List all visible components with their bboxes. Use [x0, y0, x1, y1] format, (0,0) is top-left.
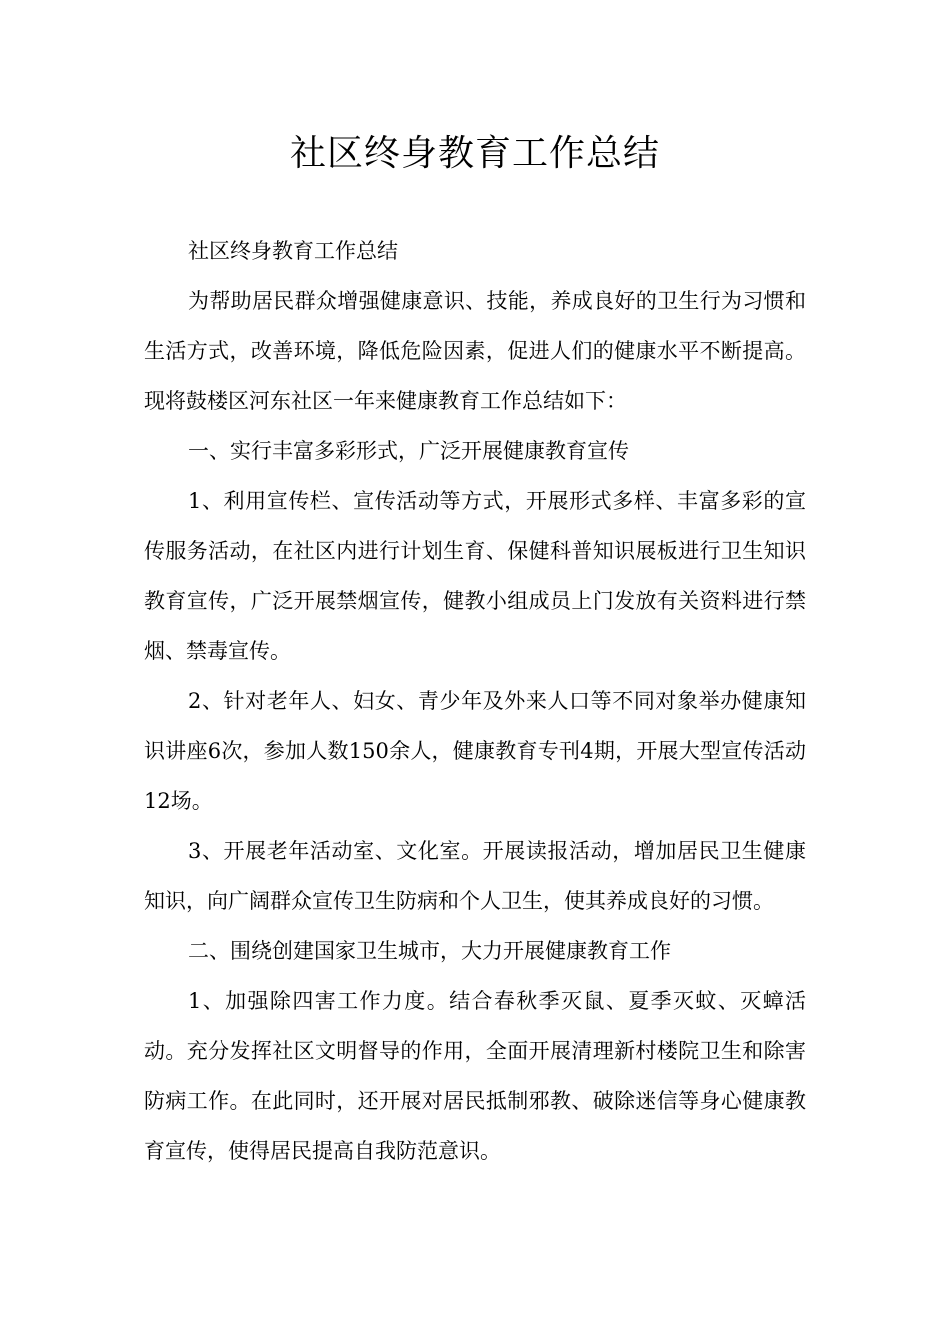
- section-heading-1: 一、实行丰富多彩形式，广泛开展健康教育宣传: [188, 439, 629, 463]
- paragraph-1-2: 2、针对老年人、妇女、青少年及外来人口等不同对象举办健康知识讲座6次，参加人数150余人，健康教育专刊4期，开展大型宣传活动12场。: [144, 689, 806, 813]
- paragraph-subtitle: 社区终身教育工作总结: [188, 239, 398, 263]
- section-heading-2: 二、围绕创建国家卫生城市，大力开展健康教育工作: [188, 939, 671, 963]
- paragraph-2-1: 1、加强除四害工作力度。结合春秋季灭鼠、夏季灭蚊、灭蟑活动。充分发挥社区文明督导的作用，全面开展清理新村楼院卫生和除害防病工作。在此同时，还开展对居民抵制邪教、破除迷信等身心健康教育宣传，使得居民提高自我防范意识。: [144, 989, 806, 1163]
- paragraph-intro: 为帮助居民群众增强健康意识、技能，养成良好的卫生行为习惯和生活方式，改善环境，降低危险因素，促进人们的健康水平不断提高。现将鼓楼区河东社区一年来健康教育工作总结如下：: [144, 289, 806, 413]
- paragraph-1-1: 1、利用宣传栏、宣传活动等方式，开展形式多样、丰富多彩的宣传服务活动，在社区内进行计划生育、保健科普知识展板进行卫生知识教育宣传，广泛开展禁烟宣传，健教小组成员上门发放有关资料进行禁烟、禁毒宣传。: [144, 489, 806, 663]
- paragraph-1-3: 3、开展老年活动室、文化室。开展读报活动，增加居民卫生健康知识，向广阔群众宣传卫生防病和个人卫生，使其养成良好的习惯。: [144, 839, 806, 913]
- document-title: 社区终身教育工作总结: [289, 133, 660, 174]
- document-body: [144, 226, 806, 1176]
